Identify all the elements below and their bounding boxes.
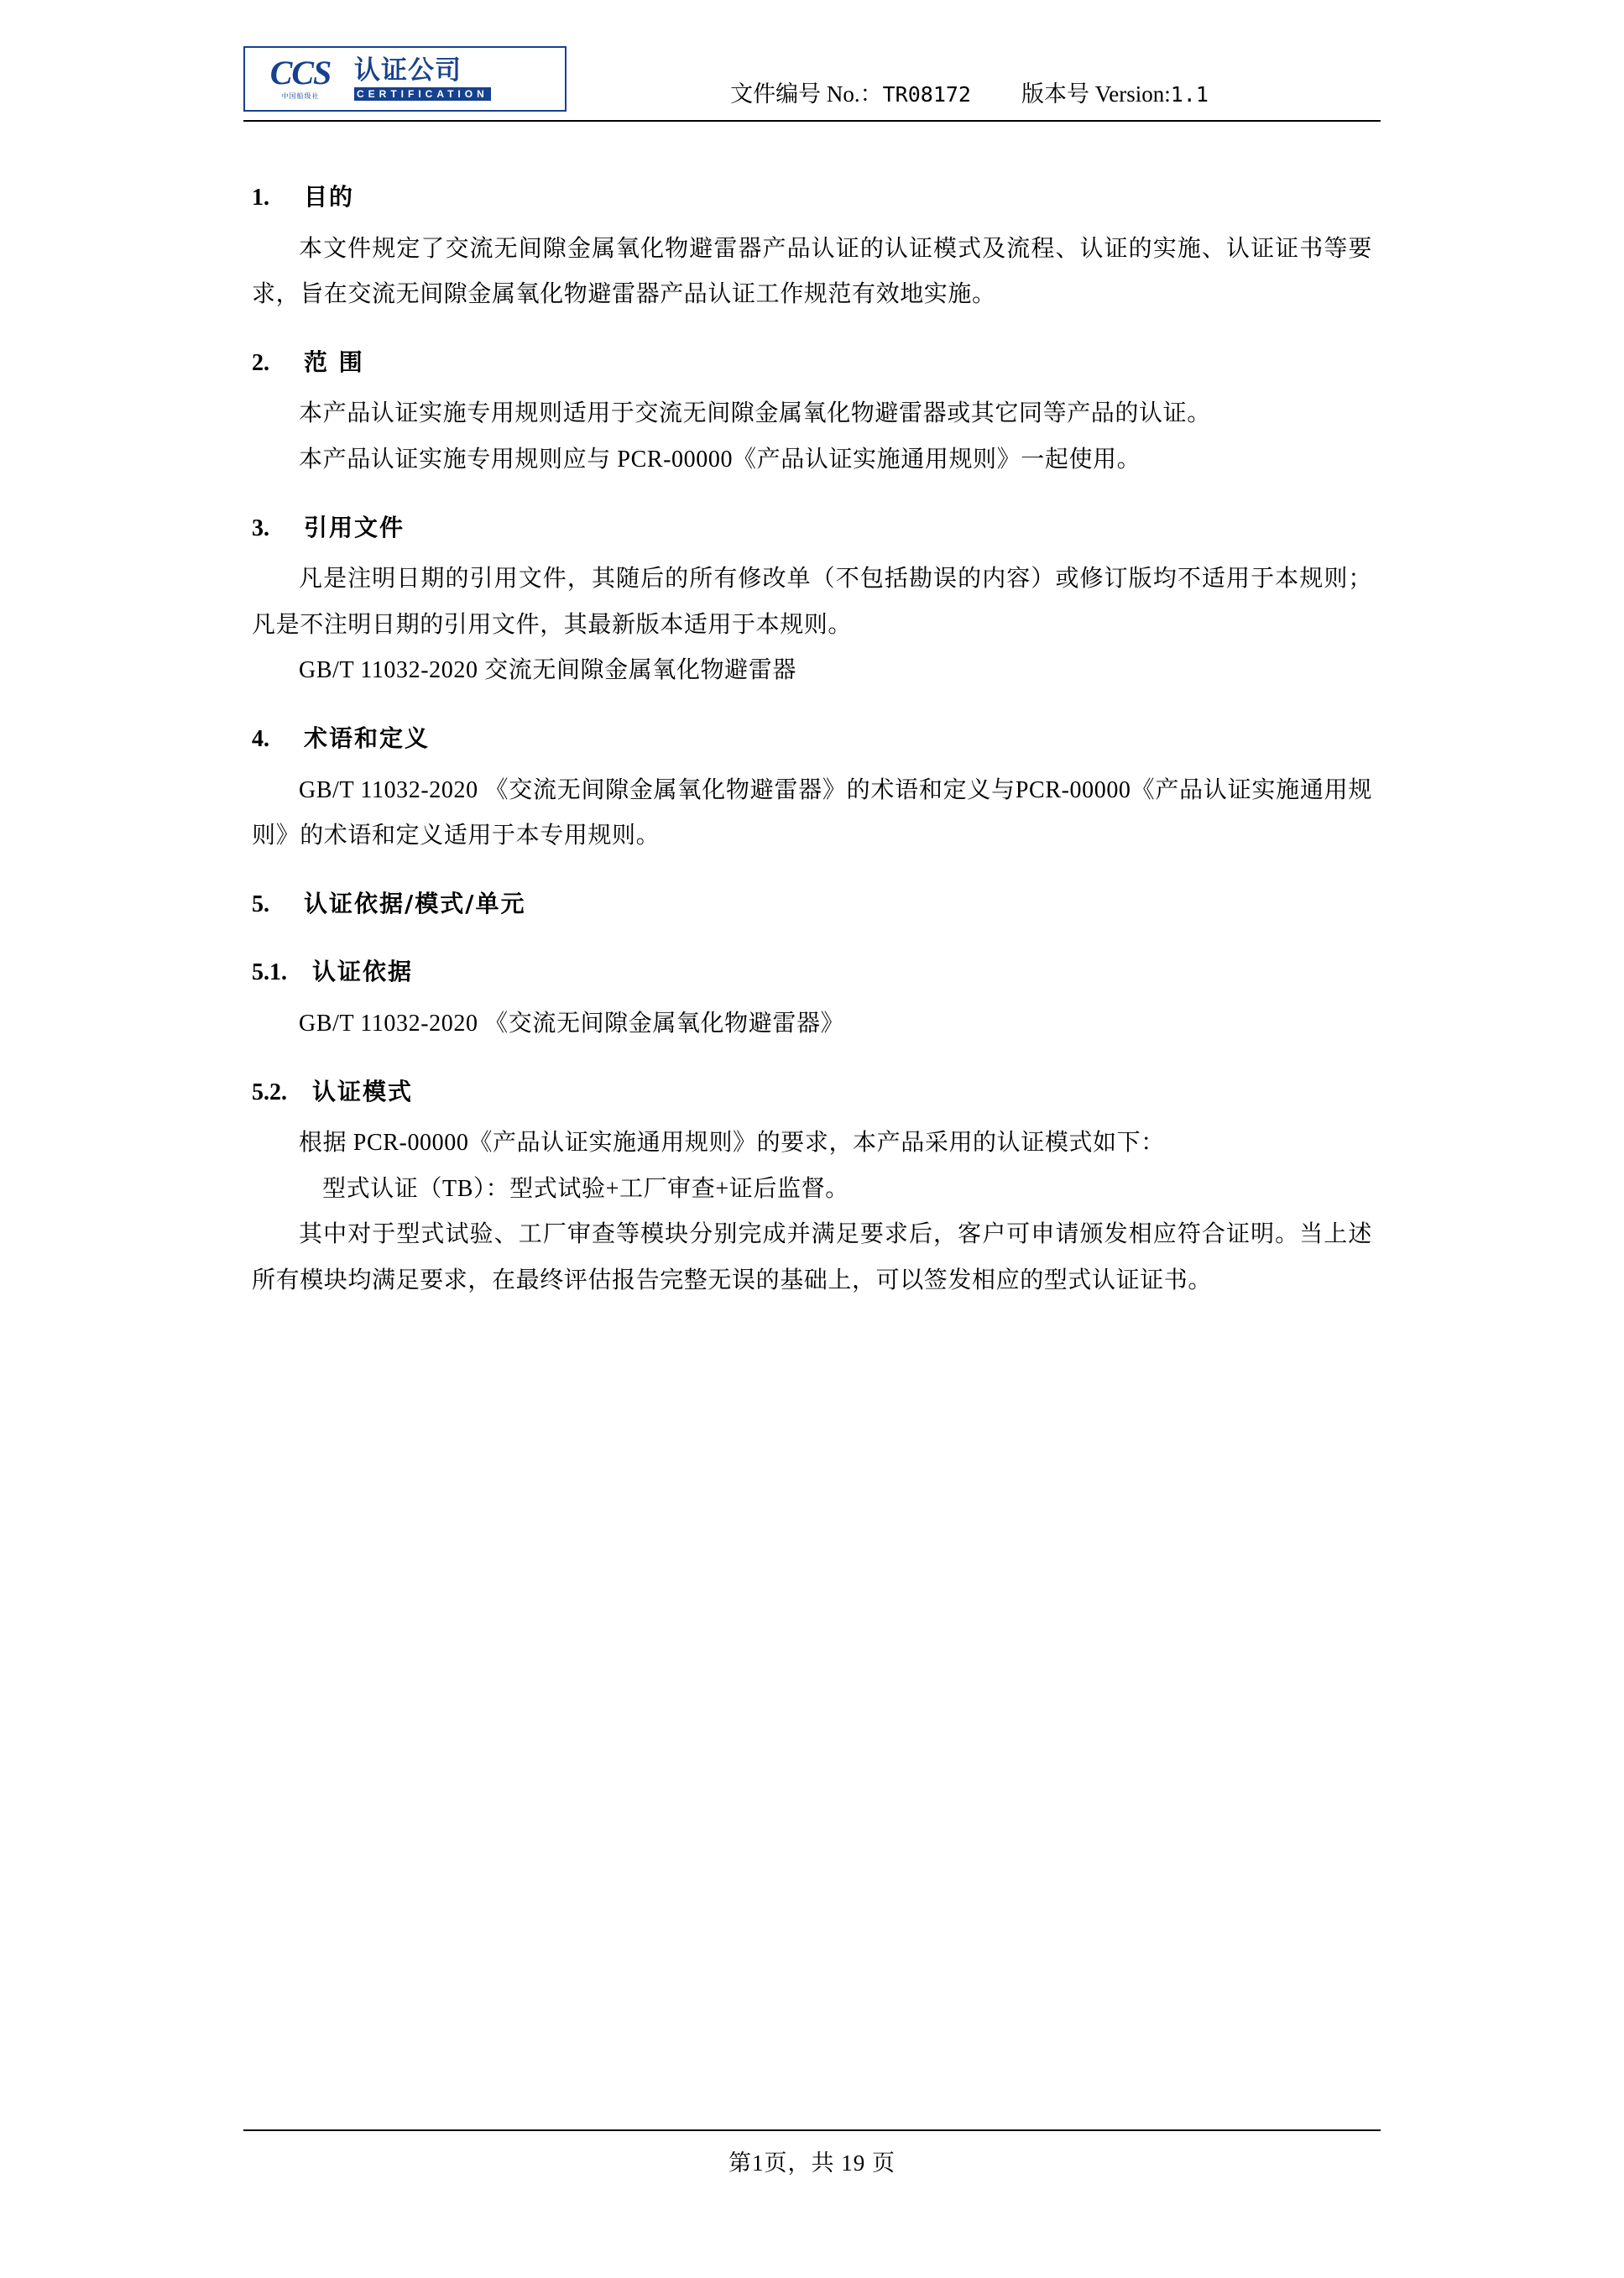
document-version-value: 1.1 bbox=[1170, 82, 1209, 107]
page-header bbox=[252, 0, 1372, 126]
heading-5 bbox=[252, 881, 1372, 928]
section-3-paragraph-2: GB/T 11032-2020 交流无间隙金属氧化物避雷器 bbox=[299, 657, 796, 684]
heading-5-2-number: 5.2. bbox=[252, 1079, 287, 1105]
heading-1 bbox=[252, 175, 1372, 222]
heading-3-title: 引用文件 bbox=[304, 513, 405, 541]
heading-1-number: 1. bbox=[252, 185, 269, 211]
section-3-paragraph-1: 凡是注明日期的引用文件，其随后的所有修改单（不包括勘误的内容）或修订版均不适用于本规则；凡是不注明日期的引用文件，其最新版本适用于本规则。 bbox=[252, 566, 1372, 638]
logo-company-en: CERTIFICATION bbox=[354, 87, 491, 101]
heading-3-number: 3. bbox=[252, 515, 269, 541]
heading-5-2 bbox=[252, 1069, 1372, 1116]
logo-company-cn: 认证公司 bbox=[354, 55, 462, 86]
heading-2-title: 范 围 bbox=[304, 347, 364, 376]
heading-5-1 bbox=[252, 949, 1372, 996]
heading-4-number: 4. bbox=[252, 725, 269, 752]
section-2-paragraph-2: 本产品认证实施专用规则应与 PCR-00000《产品认证实施通用规则》一起使用。 bbox=[299, 446, 1141, 473]
section-5-1-paragraph-1: GB/T 11032-2020 《交流无间隙金属氧化物避雷器》 bbox=[299, 1010, 845, 1037]
heading-2 bbox=[252, 340, 1372, 387]
section-4-paragraph-1: GB/T 11032-2020 《交流无间隙金属氧化物避雷器》的术语和定义与PCR-00000《产品认证实施通用规则》的术语和定义适用于本专用规则。 bbox=[252, 776, 1372, 849]
page-number: 第1页，共 19 页 bbox=[728, 2150, 896, 2176]
heading-4 bbox=[252, 716, 1372, 763]
page-footer bbox=[252, 2129, 1372, 2177]
heading-4-title: 术语和定义 bbox=[304, 724, 431, 752]
heading-2-number: 2. bbox=[252, 349, 269, 376]
section-2-paragraph-1: 本产品认证实施专用规则适用于交流无间隙金属氧化物避雷器或其它同等产品的认证。 bbox=[299, 400, 1211, 427]
document-version bbox=[1021, 76, 1209, 108]
logo-society-text: 中国船级社 bbox=[281, 91, 320, 100]
document-number bbox=[730, 76, 971, 108]
document-version-label: 版本号 Version: bbox=[1021, 81, 1171, 107]
heading-5-1-title: 认证依据 bbox=[312, 958, 414, 986]
section-5-2-paragraph-2: 型式认证（TB）：型式试验+工厂审查+证后监督。 bbox=[322, 1175, 849, 1202]
document-number-label: 文件编号 No.： bbox=[730, 81, 883, 107]
heading-3 bbox=[252, 505, 1372, 552]
heading-5-title: 认证依据/模式/单元 bbox=[304, 889, 526, 917]
heading-5-2-title: 认证模式 bbox=[312, 1077, 414, 1105]
heading-5-number: 5. bbox=[252, 891, 269, 917]
header-metadata bbox=[567, 76, 1372, 112]
header-divider bbox=[243, 120, 1381, 122]
section-5-2-paragraph-3: 其中对于型式试验、工厂审查等模块分别完成并满足要求后，客户可申请颁发相应符合证明。当上述所有模块均满足要求，在最终评估报告完整无误的基础上，可以签发相应的型式认证证书。 bbox=[252, 1221, 1372, 1293]
logo-ccs-text: CCS bbox=[269, 54, 332, 92]
heading-1-title: 目的 bbox=[304, 183, 355, 211]
section-5-2-paragraph-1: 根据 PCR-00000《产品认证实施通用规则》的要求，本产品采用的认证模式如下： bbox=[299, 1130, 1165, 1157]
section-1-paragraph-1: 本文件规定了交流无间隙金属氧化物避雷器产品认证的认证模式及流程、认证的实施、认证证书等要求，旨在交流无间隙金属氧化物避雷器产品认证工作规范有效地实施。 bbox=[252, 235, 1372, 308]
ccs-logo bbox=[243, 46, 567, 112]
document-body bbox=[252, 126, 1372, 1304]
document-number-value: TR08172 bbox=[882, 82, 971, 107]
heading-5-1-number: 5.1. bbox=[252, 959, 287, 986]
